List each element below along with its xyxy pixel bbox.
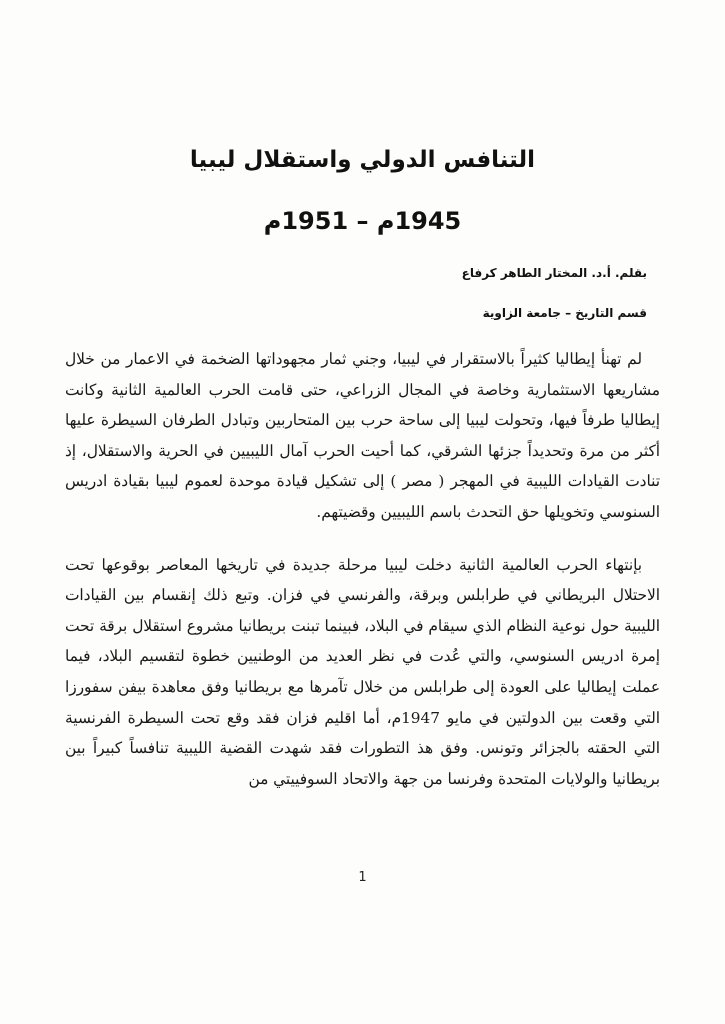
page-number: 1 (358, 870, 367, 885)
document-body (65, 344, 660, 794)
paragraph-1: لم تهنأ إيطاليا كثيراً بالاستقرار في ليبيا، وجني ثمار مجهوداتها الضخمة في الاعمار من خلال مشاريعها الاستثمارية وخاصة في المجال الزراعي، حتى قامت الحرب العالمية الثانية وكانت إيطاليا طرفاً فيها، وتحولت ليبيا إلى ساحة حرب بين المتحاربين وتبادل الطرفان السيطرة عليها أكثر من مرة وتحديداً جزئها الشرقي، كما أحيت الحرب آمال الليبيين في الحرية والاستقلال، إذ تنادت القيادات الليبية في المهجر ( مصر ) إلى تشكيل قيادة موحدة لعموم ليبيا بقيادة ادريس السنوسي وتخويلها حق التحدث باسم الليبيين وقضيتهم. (65, 350, 660, 521)
document-title: التنافس الدولي واستقلال ليبيا (189, 147, 536, 173)
author-line: بقلم. أ.د. المختار الطاهر كرفاع (461, 266, 647, 280)
department-line: قسم التاريخ – جامعة الزاوية (482, 306, 647, 320)
document-years: 1945م – 1951م (263, 207, 462, 235)
paragraph-2: بإنتهاء الحرب العالمية الثانية دخلت ليبيا مرحلة جديدة في تاريخها المعاصر بوقوعها تحت الاحتلال البريطاني في طرابلس وبرقة، والفرنسي في فزان. وتبع ذلك إنقسام بين القيادات الليبية حول نوعية النظام الذي سيقام في البلاد، فبينما تبنت بريطانيا مشروع استقلال برقة تحت إمرة ادريس السنوسي، والتي عُدت في نظر العديد من الوطنيين خطوة لتقسيم البلاد، فيما عملت إيطاليا على العودة إلى طرابلس من خلال تآمرها مع بريطانيا وفق معاهدة بيفن سفورزا التي وقعت بين الدولتين في مايو 1947م، أما اقليم فزان فقد وقع تحت السيطرة الفرنسية التي الحقته بالجزائر وتونس. وفق هذ التطورات فقد شهدت القضية الليبية تنافساً كبيراً بين بريطانيا والولايات المتحدة وفرنسا من جهة والاتحاد السوفييتي من (65, 555, 660, 788)
